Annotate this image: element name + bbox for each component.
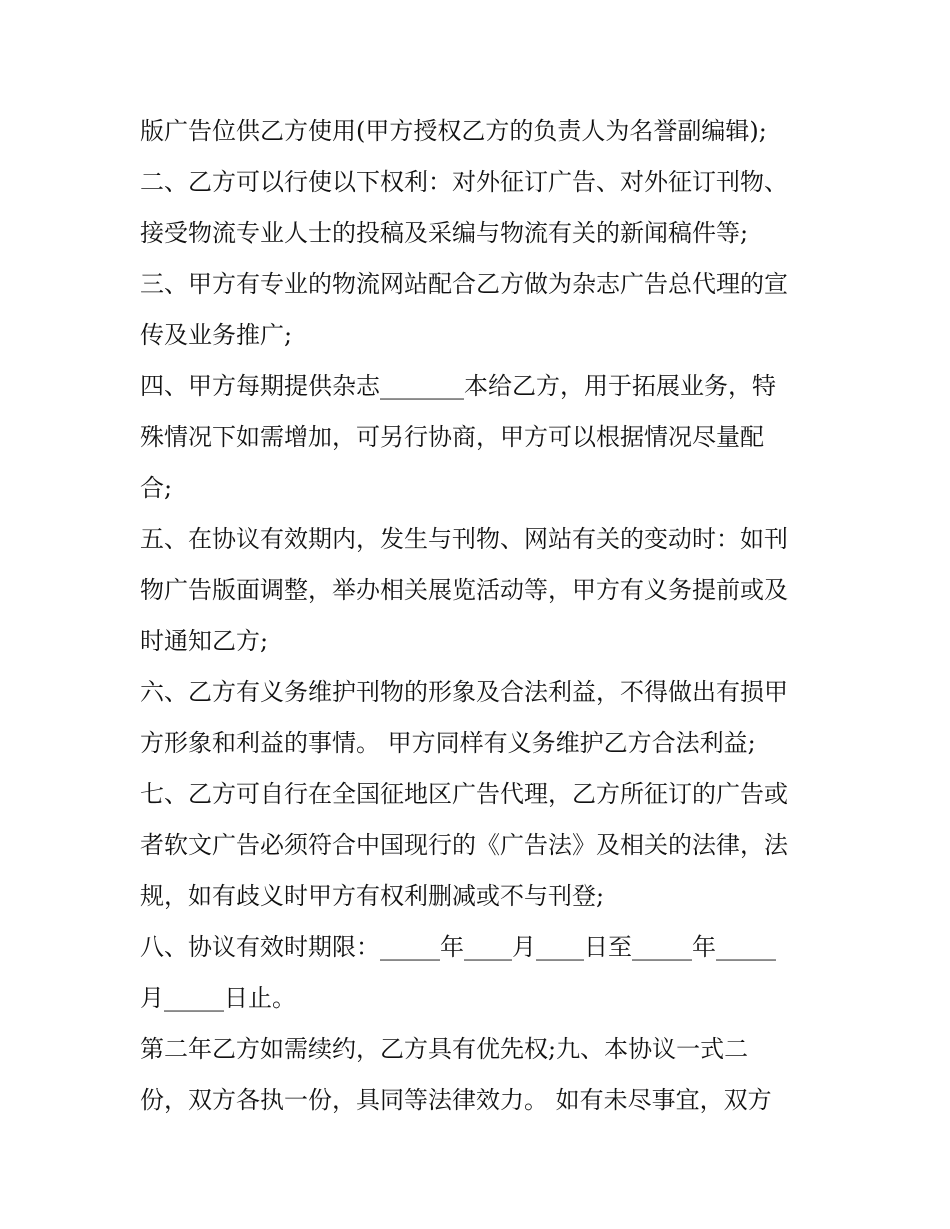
text-line-7: 殊情况下如需增加，可另行协商，甲方可以根据情况尽量配 <box>140 423 764 451</box>
text-line-1: 版广告位供乙方使用(甲方授权乙方的负责人为名誉副编辑); <box>140 117 767 145</box>
text-line-4: 三、甲方有专业的物流网站配合乙方做为杂志广告总代理的宣 <box>140 270 788 298</box>
text-line-2: 二、乙方可以行使以下权利：对外征订广告、对外征订刊物、 <box>140 168 788 196</box>
text-line-13: 方形象和利益的事情。 甲方同样有义务维护乙方合法利益; <box>140 729 756 757</box>
text-line-16: 规，如有歧义时甲方有权利删减或不与刊登; <box>140 882 605 910</box>
text-line-20: 份，双方各执一份，具同等法律效力。 如有未尽事宜，双方 <box>140 1086 772 1114</box>
text-line-9: 五、在协议有效期内，发生与刊物、网站有关的变动时：如刊 <box>140 525 788 553</box>
text-line-3: 接受物流专业人士的投稿及采编与物流有关的新闻稿件等; <box>140 219 749 247</box>
document-body <box>140 106 820 1126</box>
text-line-5: 传及业务推广; <box>140 321 293 349</box>
text-line-11: 时通知乙方; <box>140 627 269 655</box>
text-line-18: 月_____日止。 <box>140 984 296 1012</box>
text-line-15: 者软文广告必须符合中国现行的《广告法》及相关的法律，法 <box>140 831 788 859</box>
text-line-8: 合; <box>140 474 173 502</box>
text-line-17: 八、协议有效时期限：_____年____月____日至_____年_____ <box>140 933 776 961</box>
text-line-10: 物广告版面调整，举办相关展览活动等，甲方有义务提前或及 <box>140 576 788 604</box>
text-line-19: 第二年乙方如需续约，乙方具有优先权;九、本协议一式二 <box>140 1035 749 1063</box>
text-line-14: 七、乙方可自行在全国征地区广告代理，乙方所征订的广告或 <box>140 780 788 808</box>
text-line-12: 六、乙方有义务维护刊物的形象及合法利益，不得做出有损甲 <box>140 678 788 706</box>
text-line-6: 四、甲方每期提供杂志_______本给乙方，用于拓展业务，特 <box>140 372 776 400</box>
